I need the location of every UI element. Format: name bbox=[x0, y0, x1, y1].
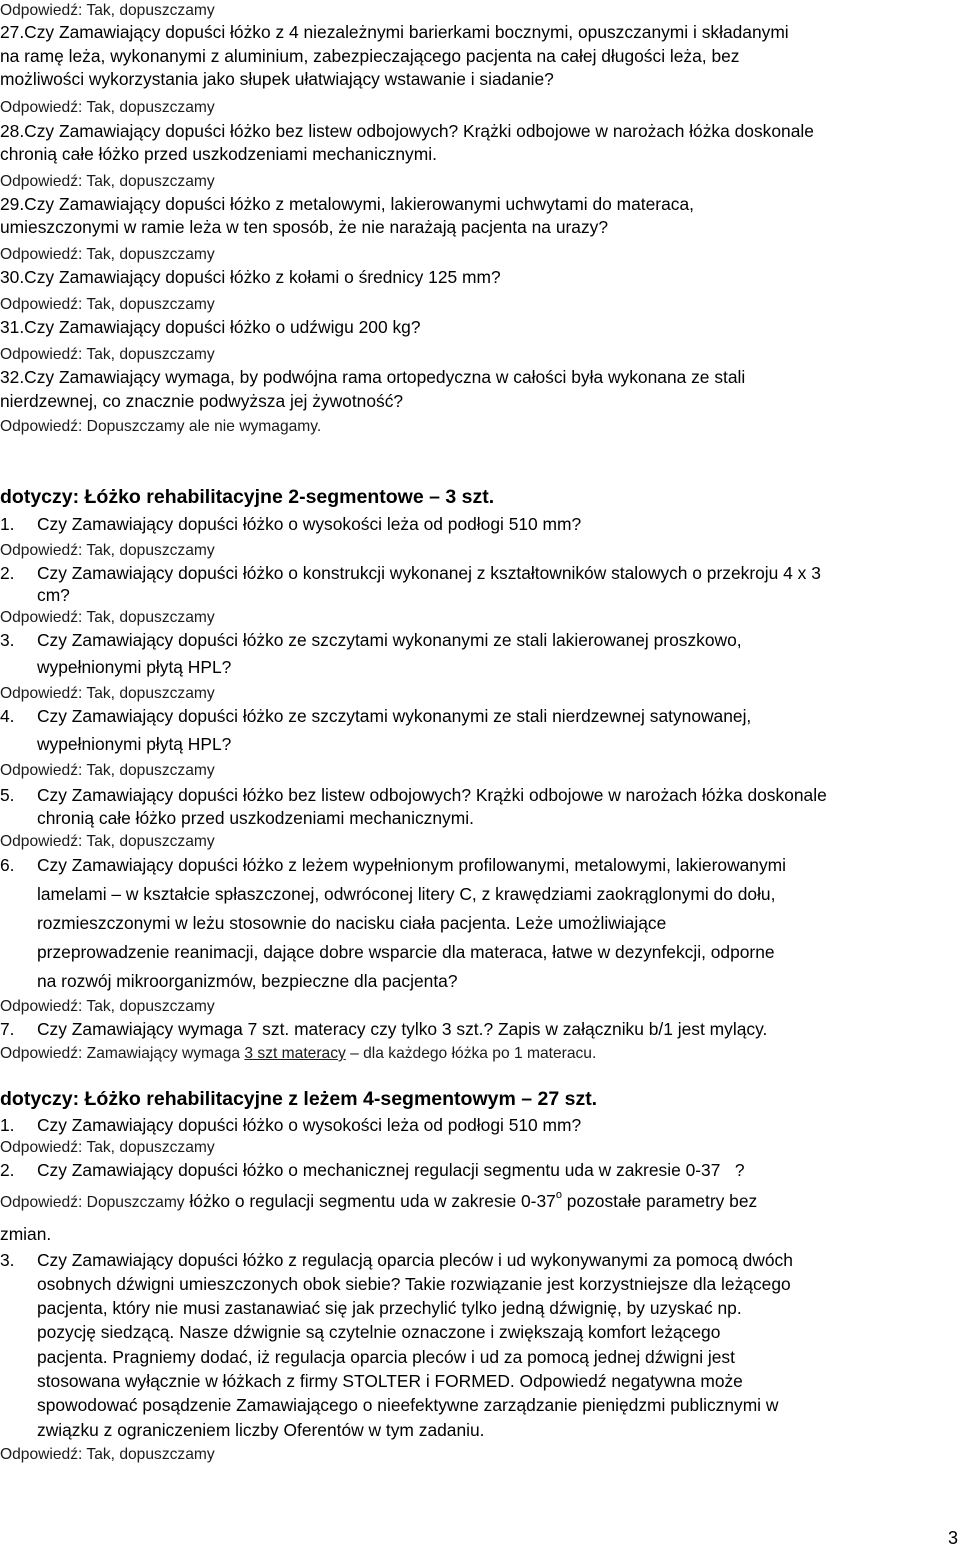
c-item-3-question-line-2: osobnych dźwigni umieszczonych obok siebie? Takie rozwiązanie jest korzystniejsze dla leżącego bbox=[37, 1274, 791, 1294]
question-29-line-1: 29.Czy Zamawiający dopuści łóżko z metalowymi, lakierowanymi uchwytami do materaca, bbox=[0, 194, 694, 214]
question-31: 31.Czy Zamawiający dopuści łóżko o udźwigu 200 kg? bbox=[0, 317, 421, 337]
c-item-3-number: 3. bbox=[0, 1250, 15, 1270]
answer-line: Odpowiedź: Tak, dopuszczamy bbox=[0, 609, 215, 626]
question-32-line-2: nierdzewnej, co znacznie podwyższa jej żywotność? bbox=[0, 391, 404, 411]
c-item-2-number: 2. bbox=[0, 1160, 15, 1180]
answer-underlined: 3 szt materacy bbox=[244, 1045, 346, 1062]
b-item-2-number: 2. bbox=[0, 563, 15, 583]
b-item-4-question-line-1: Czy Zamawiający dopuści łóżko ze szczytami wykonanymi ze stali nierdzewnej satynowanej, bbox=[37, 706, 752, 726]
answer-line: Odpowiedź: Tak, dopuszczamy bbox=[0, 246, 215, 263]
c-item-1-number: 1. bbox=[0, 1115, 15, 1135]
answer-line-mattresses bbox=[0, 1043, 596, 1064]
question-28-line-1: 28.Czy Zamawiający dopuści łóżko bez listew odbojowych? Krążki odbojowe w narożach łóżka doskonale bbox=[0, 121, 814, 141]
b-item-6-question-line-5: na rozwój mikroorganizmów, bezpieczne dla pacjenta? bbox=[37, 971, 458, 991]
answer-line: Odpowiedź: Tak, dopuszczamy bbox=[0, 685, 215, 702]
answer-continuation: zmian. bbox=[0, 1224, 52, 1244]
answer-line: Odpowiedź: Tak, dopuszczamy bbox=[0, 99, 215, 116]
b-item-6-question-line-1: Czy Zamawiający dopuści łóżko z leżem wypełnionym profilowanymi, metalowymi, lakierowanymi bbox=[37, 855, 787, 875]
question-27-line-2: na ramę leża, wykonanymi z aluminium, zabezpieczającego pacjenta na całej długości leża, bez bbox=[0, 46, 740, 66]
question-32-line-1: 32.Czy Zamawiający wymaga, by podwójna rama ortopedyczna w całości była wykonana ze stali bbox=[0, 367, 746, 387]
c-item-3-question-line-7: spowodować posądzenie Zamawiającego o nieefektywne zarządzanie pieniędzmi publicznymi w bbox=[37, 1395, 779, 1415]
b-item-4-question-line-2: wypełnionymi płytą HPL? bbox=[37, 734, 232, 754]
b-item-6-number: 6. bbox=[0, 855, 15, 875]
c-item-2-question: Czy Zamawiający dopuści łóżko o mechanicznej regulacji segmentu uda w zakresie 0-37 ? bbox=[37, 1160, 745, 1180]
b-item-3-question-line-2: wypełnionymi płytą HPL? bbox=[37, 657, 232, 677]
answer-line: Odpowiedź: Dopuszczamy ale nie wymagamy. bbox=[0, 418, 322, 435]
b-item-1-question: Czy Zamawiający dopuści łóżko o wysokości leża od podłogi 510 mm? bbox=[37, 514, 582, 534]
answer-suffix: – dla każdego łóżka po 1 materacu. bbox=[345, 1045, 597, 1062]
c-item-3-question-line-6: stosowana wyłącznie w łóżkach z firmy STOLTER i FORMED. Odpowiedź negatywna może bbox=[37, 1371, 743, 1391]
b-item-5-number: 5. bbox=[0, 785, 15, 805]
b-item-5-question-line-2: chronią całe łóżko przed uszkodzeniami mechanicznymi. bbox=[37, 808, 474, 828]
c-item-3-question-line-3: pacjenta, który nie musi zastanawiać się jak przechylić tylko jedną dźwignię, by uzyskać np. bbox=[37, 1298, 742, 1318]
b-item-4-number: 4. bbox=[0, 706, 15, 726]
answer-line: Odpowiedź: Tak, dopuszczamy bbox=[0, 296, 215, 313]
answer-line: Odpowiedź: Tak, dopuszczamy bbox=[0, 346, 215, 363]
c-item-3-question-line-5: pacjenta. Pragniemy dodać, iż regulacja oparcia pleców i ud za pomocą jednej dźwigni jest bbox=[37, 1347, 735, 1367]
b-item-1-number: 1. bbox=[0, 514, 15, 534]
b-item-7-question: Czy Zamawiający wymaga 7 szt. materacy czy tylko 3 szt.? Zapis w załączniku b/1 jest mylący. bbox=[37, 1019, 768, 1039]
answer-line: Odpowiedź: Tak, dopuszczamy bbox=[0, 173, 215, 190]
c-item-3-question-line-8: związku z ograniczeniem liczby Oferentów w tym zadaniu. bbox=[37, 1420, 485, 1440]
answer-line: Odpowiedź: Tak, dopuszczamy bbox=[0, 762, 215, 779]
b-item-7-number: 7. bbox=[0, 1019, 15, 1039]
c-item-3-question-line-1: Czy Zamawiający dopuści łóżko z regulacją oparcia pleców i ud wykonywanymi za pomocą dwóch bbox=[37, 1250, 793, 1270]
b-item-3-number: 3. bbox=[0, 630, 15, 650]
answer-prefix: Odpowiedź: Zamawiający wymaga bbox=[0, 1045, 245, 1062]
c-item-1-question: Czy Zamawiający dopuści łóżko o wysokości leża od podłogi 510 mm? bbox=[37, 1115, 582, 1135]
answer-line: Odpowiedź: Tak, dopuszczamy bbox=[0, 833, 215, 850]
answer-line: Odpowiedź: Tak, dopuszczamy bbox=[0, 2, 215, 19]
answer-line: Odpowiedź: Tak, dopuszczamy bbox=[0, 1139, 215, 1156]
answer-line: Odpowiedź: Tak, dopuszczamy bbox=[0, 1446, 215, 1463]
question-29-line-2: umieszczonymi w ramie leża w ten sposób, że nie narażają pacjenta na urazy? bbox=[0, 217, 609, 237]
b-item-6-question-line-4: przeprowadzenie reanimacji, dające dobre wsparcie dla materaca, łatwe w dezynfekcji, odporne bbox=[37, 942, 775, 962]
page-number: 3 bbox=[947, 1528, 958, 1548]
b-item-6-question-line-3: rozmieszczonymi w leżu stosownie do nacisku ciała pacjenta. Leże umożliwiające bbox=[37, 913, 667, 933]
answer-line-segment-range bbox=[0, 1191, 757, 1215]
question-30: 30.Czy Zamawiający dopuści łóżko z kołami o średnicy 125 mm? bbox=[0, 267, 501, 287]
answer-prefix: Odpowiedź: Dopuszczamy bbox=[0, 1194, 185, 1211]
question-27-line-1: 27.Czy Zamawiający dopuści łóżko z 4 niezależnymi barierkami bocznymi, opuszczanymi i składanymi bbox=[0, 22, 789, 42]
b-item-6-question-line-2: lamelami – w kształcie spłaszczonej, odwróconej litery C, z krawędziami zaokrąglonymi do dołu, bbox=[37, 884, 776, 904]
section-heading-2-segment: dotyczy: Łóżko rehabilitacyjne 2-segmentowe – 3 szt. bbox=[0, 486, 495, 508]
section-heading-4-segment: dotyczy: Łóżko rehabilitacyjne z leżem 4-segmentowym – 27 szt. bbox=[0, 1088, 598, 1110]
b-item-3-question-line-1: Czy Zamawiający dopuści łóżko ze szczytami wykonanymi ze stali lakierowanej proszkowo, bbox=[37, 630, 742, 650]
b-item-5-question-line-1: Czy Zamawiający dopuści łóżko bez listew odbojowych? Krążki odbojowe w narożach łóżka doskonale bbox=[37, 785, 827, 805]
question-28-line-2: chronią całe łóżko przed uszkodzeniami mechanicznymi. bbox=[0, 144, 437, 164]
c-item-3-question-line-4: pozycję siedzącą. Nasze dźwignie są czytelnie oznaczone i zwiększają komfort leżącego bbox=[37, 1322, 721, 1342]
answer-line: Odpowiedź: Tak, dopuszczamy bbox=[0, 542, 215, 559]
answer-line: Odpowiedź: Tak, dopuszczamy bbox=[0, 998, 215, 1015]
b-item-2-question-line-2: cm? bbox=[37, 585, 70, 605]
answer-text: łóżko o regulacji segmentu uda w zakresie 0-37 bbox=[184, 1191, 556, 1211]
answer-suffix: pozostałe parametry bez bbox=[561, 1191, 758, 1211]
question-27-line-3: możliwości wykorzystania jako słupek ułatwiający wstawanie i siadanie? bbox=[0, 69, 554, 89]
degree-superscript: o bbox=[555, 1189, 562, 1201]
b-item-2-question-line-1: Czy Zamawiający dopuści łóżko o konstrukcji wykonanej z kształtowników stalowych o przekroju 4 x 3 bbox=[37, 563, 821, 583]
